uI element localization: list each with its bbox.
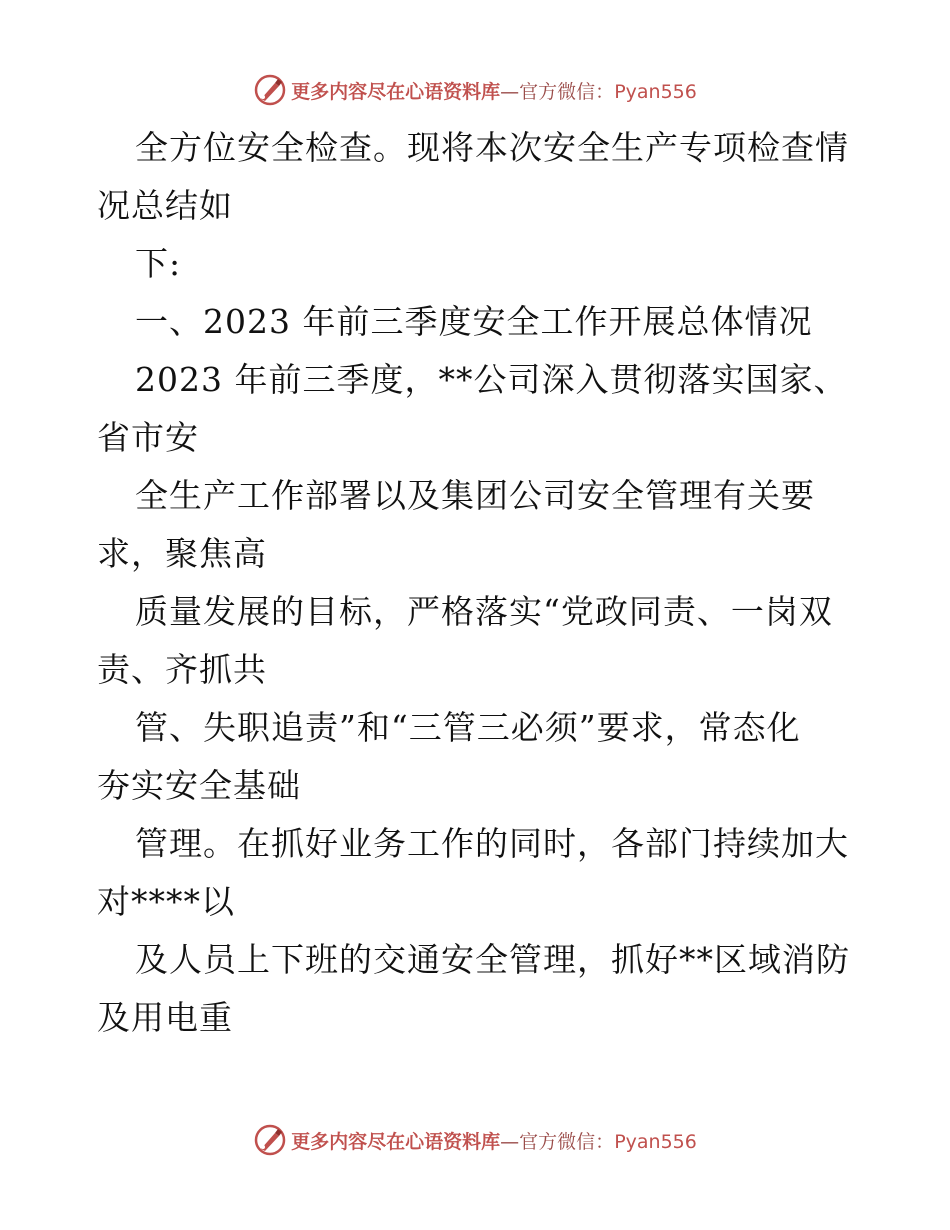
- paragraph-line: 2023 年前三季度，**公司深入贯彻落实国家、: [135, 360, 848, 399]
- paragraph-line: 管理。在抓好业务工作的同时，各部门持续加大: [135, 824, 849, 863]
- paragraph-line: 及用电重: [97, 998, 233, 1037]
- paragraph-line: 质量发展的目标，严格落实“党政同责、一岗双: [135, 592, 833, 631]
- header-watermark: [0, 70, 950, 110]
- pen-seal-icon: [253, 1123, 287, 1157]
- paragraph-line: 对****以: [97, 882, 235, 921]
- paragraph-line: 夯实安全基础: [97, 766, 301, 805]
- section-heading: 一、2023 年前三季度安全工作开展总体情况: [135, 302, 813, 341]
- paragraph-line: 全方位安全检查。现将本次安全生产专项检查情: [135, 128, 849, 167]
- watermark-text: 更多内容尽在心语资料库—官方微信：Pyan556: [291, 80, 697, 103]
- pen-seal-icon: [253, 73, 287, 107]
- paragraph-line: 责、齐抓共: [97, 650, 267, 689]
- paragraph-line: 况总结如: [97, 186, 233, 225]
- paragraph-line: 省市安: [97, 418, 199, 457]
- footer-watermark: [0, 1120, 950, 1160]
- document-body: [97, 119, 857, 1047]
- watermark-text: 更多内容尽在心语资料库—官方微信：Pyan556: [291, 1130, 697, 1153]
- paragraph-line: 全生产工作部署以及集团公司安全管理有关要: [135, 476, 815, 515]
- paragraph-line: 下:: [135, 244, 182, 283]
- paragraph-line: 求，聚焦高: [97, 534, 267, 573]
- paragraph-line: 管、失职追责”和“三管三必须”要求，常态化: [135, 708, 801, 747]
- paragraph-line: 及人员上下班的交通安全管理，抓好**区域消防: [135, 940, 850, 979]
